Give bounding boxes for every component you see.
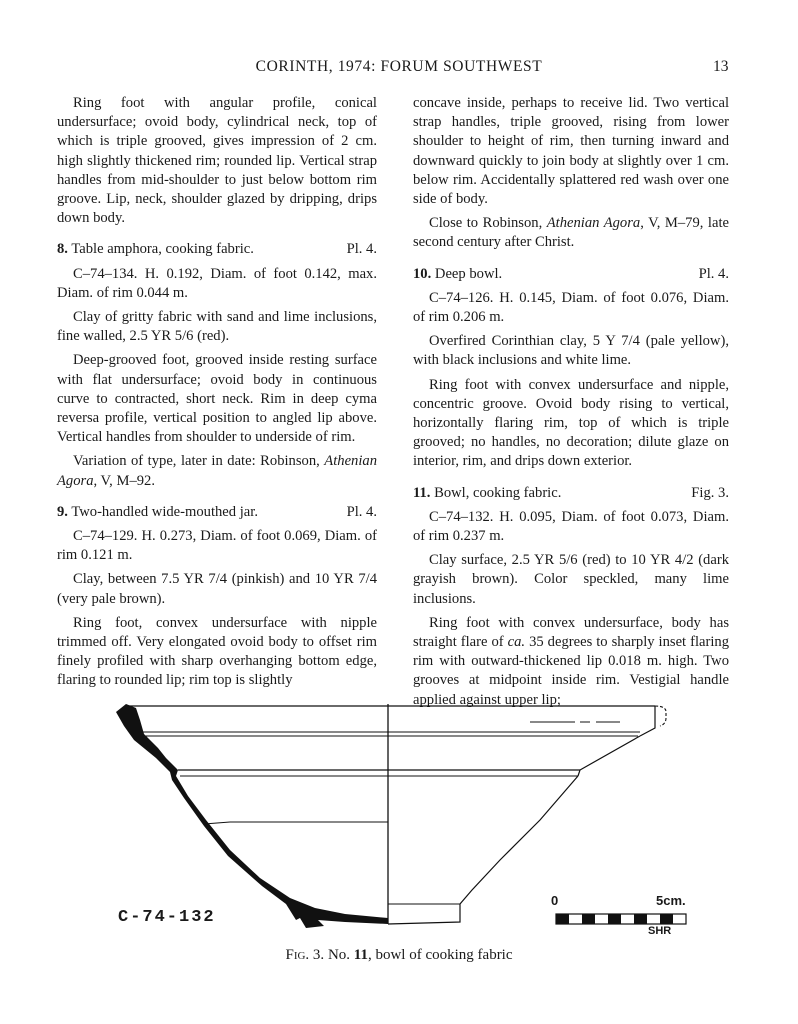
entry-9-description: Ring foot, convex undersurface with nipple trimmed off. Very elongated ovoid body to offset rim finely profiled with sharp overhanging bottom edge, flaring to rounded lip; rim top is slightly bbox=[57, 614, 377, 689]
entry-9-title: Two-handled wide-mouthed jar. bbox=[71, 503, 258, 520]
left-column bbox=[57, 94, 377, 696]
entry-8-comparison-work: Athenian Agora bbox=[57, 453, 377, 489]
entry-11-description bbox=[413, 614, 729, 710]
entry-9-inventory: C–74–129. H. 0.273, Diam. of foot 0.069, Diam. of rim 0.121 m. bbox=[57, 528, 377, 564]
entry-8-inventory: C–74–134. H. 0.192, Diam. of foot 0.142, max. Diam. of rim 0.044 m. bbox=[57, 265, 377, 301]
entry-9-comparison-prefix: Close to Robinson, bbox=[429, 215, 543, 232]
entry-11-description-prefix: Ring foot with convex undersurface, body has straight flare of bbox=[413, 614, 729, 651]
caption-no-label: No. bbox=[327, 947, 351, 963]
entry-8-comparison-prefix: Variation of type, later in date: Robinson, bbox=[73, 453, 320, 470]
bowl-section-profile bbox=[116, 704, 388, 928]
entry-11-title: Bowl, cooking fabric. bbox=[434, 484, 562, 501]
entry-8-number: 8. bbox=[57, 241, 68, 258]
page-header bbox=[0, 58, 798, 78]
entry-8-description: Deep-grooved foot, grooved inside resting surface with flat undersurface; ovoid body in continuous curve to contracted, short neck. Rim in deep cyma reversa profile, vertical position to angled lip above. Vertical handles from shoulder to underside of rim. bbox=[57, 352, 377, 446]
entry-11-number: 11. bbox=[413, 484, 431, 501]
entry-9-comparison bbox=[413, 214, 729, 252]
entry-9-continuation: concave inside, perhaps to receive lid. Two vertical strap handles, triple grooved, rising from lower shoulder to height of rim, then turning inward and downward quickly to join body at slightly over 1 cm. below rim. Accidentally splattered red wash over one side of body. bbox=[413, 95, 729, 208]
entry-10-plate: Pl. 4. bbox=[698, 265, 729, 282]
entry-9-plate: Pl. 4. bbox=[346, 503, 377, 520]
entry-11-description-ca: ca. bbox=[507, 634, 526, 651]
entry-9-comparison-suffix: , V, M–79, late second century after Christ. bbox=[413, 215, 730, 251]
entry-10-description: Ring foot with convex undersurface and nipple, concentric groove. Ovoid body rising to vertical, horizontally flaring rim, top of which is triple grooved; no handles, no decoration; dilute glaze on interior, rim, and drips down exterior. bbox=[413, 376, 729, 470]
entry-10-inventory: C–74–126. H. 0.145, Diam. of foot 0.076, Diam. of rim 0.206 m. bbox=[413, 289, 729, 326]
drawing-inventory-label: C-74-132 bbox=[118, 908, 216, 927]
scale-start-label: 0 bbox=[551, 893, 559, 908]
entry-8-clay: Clay of gritty fabric with sand and lime inclusions, fine walled, 2.5 YR 5/6 (red). bbox=[57, 309, 377, 345]
entry-8-comparison bbox=[57, 452, 377, 490]
scale-bar bbox=[548, 893, 708, 943]
entry-8-comparison-suffix: , V, M–92. bbox=[93, 472, 155, 489]
draftsman-initials: SHR bbox=[648, 925, 672, 937]
entry-9-number: 9. bbox=[57, 503, 68, 520]
entry-11-figure-ref: Fig. 3. bbox=[691, 484, 729, 501]
caption-text: , bowl of cooking fabric bbox=[367, 947, 513, 963]
figure-caption bbox=[0, 947, 798, 964]
entry-10-number: 10. bbox=[413, 265, 432, 282]
entry-8-heading bbox=[57, 240, 377, 259]
entry-10-heading bbox=[413, 265, 729, 284]
running-head: CORINTH, 1974: FORUM SOUTHWEST bbox=[255, 58, 543, 75]
entry-11-clay: Clay surface, 2.5 YR 5/6 (red) to 10 YR 4/2 (dark grayish brown). Color speckled, many lime inclusions. bbox=[413, 552, 729, 607]
entry-9-heading bbox=[57, 503, 377, 522]
entry-8-plate: Pl. 4. bbox=[346, 241, 377, 258]
entry-11-description-suffix: 35 degrees to sharply inset flaring rim with outward-thickened lip 0.018 m. high. Two grooves at midpoint inside rim. Vestigial handle applied against upper lip; bbox=[413, 634, 729, 708]
entry-8-title: Table amphora, cooking fabric. bbox=[71, 241, 254, 258]
entry-10-clay: Overfired Corinthian clay, 5 Y 7/4 (pale yellow), with black inclusions and white lime. bbox=[413, 333, 729, 369]
scale-bar-graphic bbox=[552, 911, 712, 931]
page-number: 13 bbox=[713, 58, 729, 75]
entry-10-title: Deep bowl. bbox=[434, 265, 503, 282]
entry-9-comparison-work: Athenian Agora bbox=[546, 215, 641, 232]
entry-11-inventory: C–74–132. H. 0.095, Diam. of foot 0.073, Diam. of rim 0.237 m. bbox=[413, 508, 729, 545]
caption-fig-label: Fig. 3. bbox=[285, 947, 325, 963]
entry-9-clay: Clay, between 7.5 YR 7/4 (pinkish) and 10 YR 7/4 (very pale brown). bbox=[57, 571, 377, 607]
caption-number: 11 bbox=[353, 947, 368, 963]
intro-paragraph: Ring foot with angular profile, conical undersurface; ovoid body, cylindrical neck, top of which is triple grooved, gives impression of 2 cm. high slightly thickened rim; rounded lip. Vertical strap handles from mid-shoulder to just below bottom rim groove. Lip, neck, shoulder glazed by dripping, drips down body. bbox=[57, 95, 377, 227]
right-column bbox=[413, 94, 729, 715]
entry-11-heading bbox=[413, 484, 729, 503]
scale-end-label: 5cm. bbox=[656, 893, 686, 908]
